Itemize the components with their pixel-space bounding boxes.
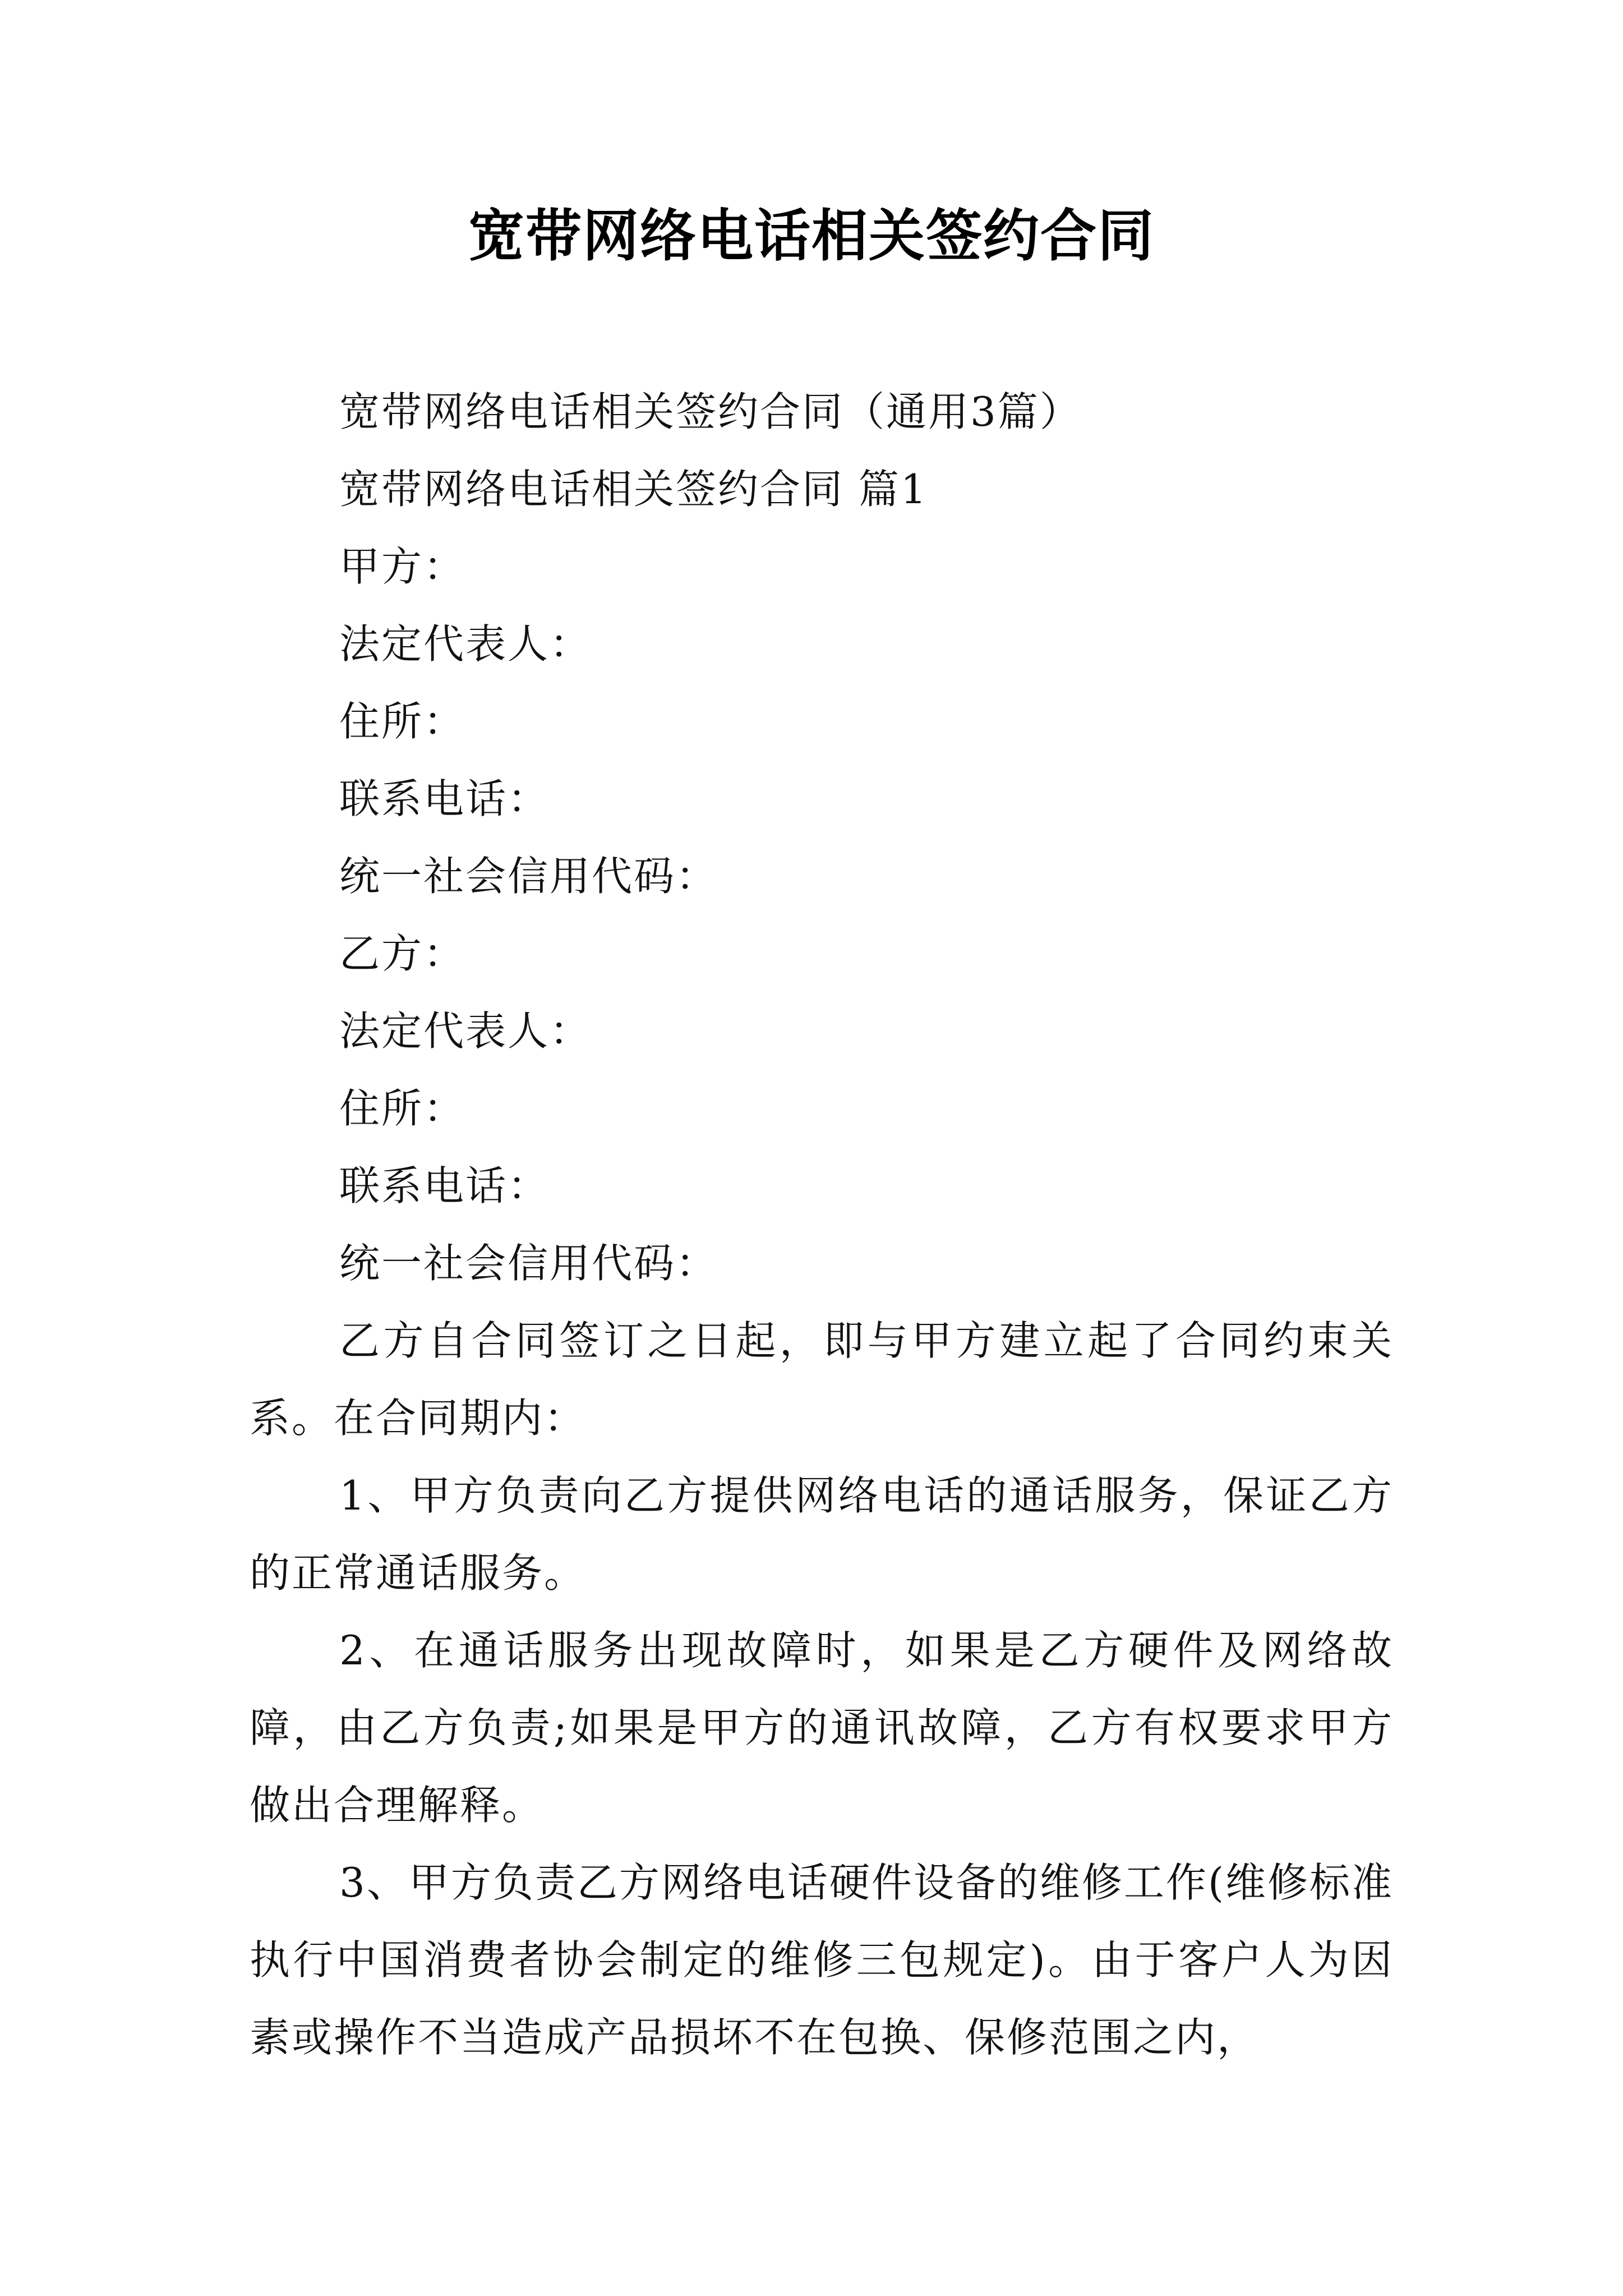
paragraph-party-b-credit-code: 统一社会信用代码： [339,1240,718,1287]
paragraph-clause-1: 1、甲方负责向乙方提供网络电话的通话服务，保证乙方的正常通话服务。 [250,1472,1394,1596]
paragraph-party-b-address: 住所： [339,1085,466,1132]
document-title: 宽带网络电话相关签约合同 [468,203,1155,269]
paragraph-party-b: 乙方： [339,930,466,977]
paragraph-party-a-phone: 联系电话： [339,775,550,822]
paragraph-section-heading: 宽带网络电话相关签约合同 篇1 [339,466,928,513]
paragraph-party-a-credit-code: 统一社会信用代码： [339,853,718,900]
paragraph-party-b-legal-rep: 法定代表人： [339,1007,592,1055]
document-body [250,373,1394,2076]
paragraph-party-a-legal-rep: 法定代表人： [339,620,592,668]
paragraph-party-a: 甲方： [339,543,466,590]
paragraph-party-a-address: 住所： [339,698,466,745]
paragraph-contract-relation: 乙方自合同签订之日起，即与甲方建立起了合同约束关系。在合同期内： [250,1317,1394,1442]
paragraph-party-b-phone: 联系电话： [339,1162,550,1209]
paragraph-clause-2: 2、在通话服务出现故障时，如果是乙方硬件及网络故障，由乙方负责;如果是甲方的通讯故障，乙方有权要求甲方做出合理解释。 [250,1627,1394,1829]
paragraph-clause-3: 3、甲方负责乙方网络电话硬件设备的维修工作(维修标准执行中国消费者协会制定的维修三包规定)。由于客户人为因素或操作不当造成产品损坏不在包换、保修范围之内， [250,1859,1394,2061]
paragraph-collection-title: 宽带网络电话相关签约合同（通用3篇） [339,388,1082,435]
